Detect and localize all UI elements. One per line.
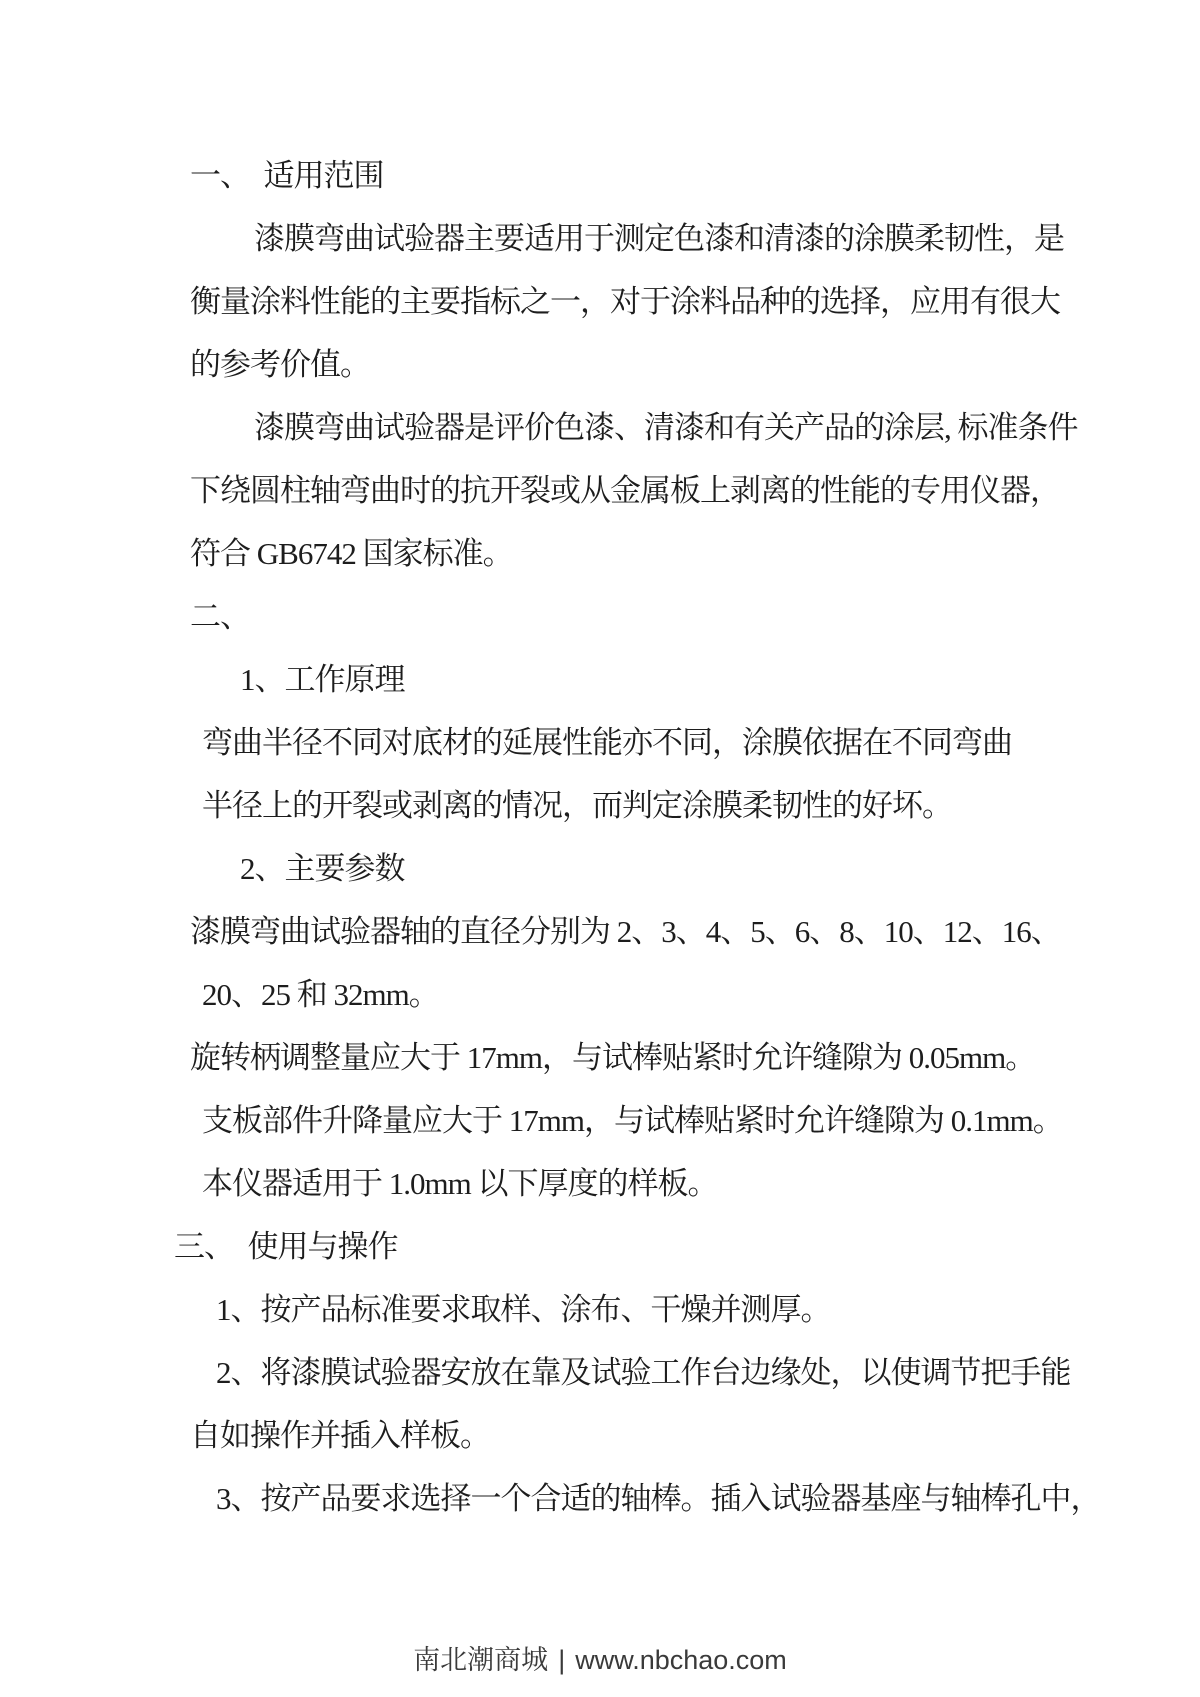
footer-separator: | xyxy=(558,1645,566,1675)
subsection-2-2-heading: 2、主要参数 xyxy=(240,851,405,886)
paragraph-line: 漆膜弯曲试验器主要适用于测定色漆和清漆的涂膜柔韧性，是 xyxy=(254,221,1064,256)
parameter-line: 本仪器适用于 1.0mm 以下厚度的样板。 xyxy=(202,1166,718,1201)
parameter-line: 旋转柄调整量应大于 17mm，与试棒贴紧时允许缝隙为 0.05mm。 xyxy=(190,1040,1036,1075)
footer xyxy=(0,1638,1200,1677)
footer-url: www.nbchao.com xyxy=(575,1645,787,1675)
step-1-line: 1、按产品标准要求取样、涂布、干燥并测厚。 xyxy=(216,1292,831,1327)
section-1-heading: 一、 适用范围 xyxy=(190,158,384,193)
parameter-line: 支板部件升降量应大于 17mm，与试棒贴紧时允许缝隙为 0.1mm。 xyxy=(202,1103,1063,1138)
paragraph-line: 符合 GB6742 国家标准。 xyxy=(190,536,513,571)
subsection-2-1-heading: 1、工作原理 xyxy=(240,662,405,697)
paragraph-line: 下绕圆柱轴弯曲时的抗开裂或从金属板上剥离的性能的专用仪器， xyxy=(190,473,1060,508)
step-2-line: 2、将漆膜试验器安放在靠及试验工作台边缘处，以使调节把手能 xyxy=(216,1355,1071,1390)
paragraph-line: 半径上的开裂或剥离的情况，而判定涂膜柔韧性的好坏。 xyxy=(202,788,952,823)
step-3-line: 3、按产品要求选择一个合适的轴棒。插入试验器基座与轴棒孔中， xyxy=(216,1481,1101,1516)
paragraph-line: 衡量涂料性能的主要指标之一，对于涂料品种的选择，应用有很大 xyxy=(190,284,1060,319)
parameter-line: 漆膜弯曲试验器轴的直径分别为 2、3、4、5、6、8、10、12、16、 xyxy=(190,914,1061,949)
paragraph-line: 的参考价值。 xyxy=(190,347,370,382)
section-3-heading: 三、 使用与操作 xyxy=(174,1229,398,1264)
step-2-line: 自如操作并插入样板。 xyxy=(190,1418,490,1453)
footer-brand: 南北潮商城 xyxy=(413,1645,549,1675)
paragraph-line: 弯曲半径不同对底材的延展性能亦不同，涂膜依据在不同弯曲 xyxy=(202,725,1012,760)
section-2-heading: 二、 xyxy=(190,599,250,634)
parameter-line: 20、25 和 32mm。 xyxy=(202,977,439,1012)
paragraph-line: 漆膜弯曲试验器是评价色漆、清漆和有关产品的涂层, 标准条件 xyxy=(254,410,1078,445)
document-page xyxy=(174,144,1101,1530)
